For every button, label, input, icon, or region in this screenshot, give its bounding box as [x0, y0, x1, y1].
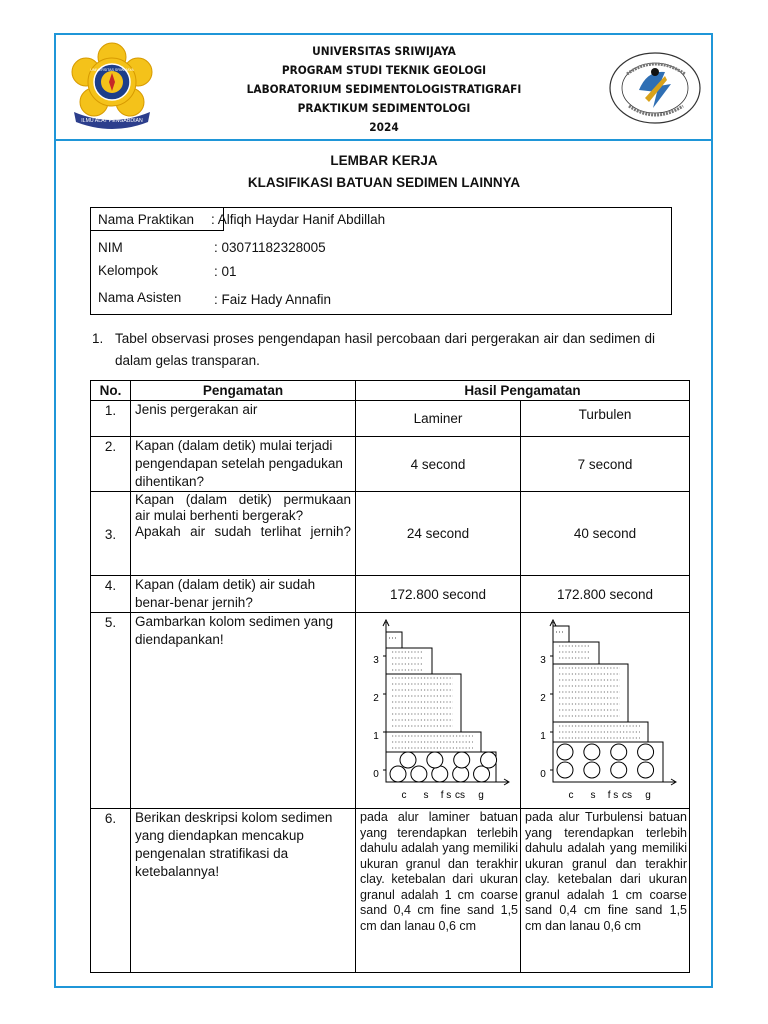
table-row	[91, 401, 690, 437]
layer-fine-sand	[553, 664, 628, 722]
laboratory-name: LABORATORIUM SEDIMENTOLOGISTRATIGRAFI	[246, 82, 522, 96]
laboratory-logo	[607, 50, 703, 126]
x-tick-label: g	[645, 790, 651, 801]
x-tick-label: f s	[607, 790, 619, 801]
header-separator	[54, 139, 713, 141]
observation-table	[90, 380, 690, 973]
document-title: LEMBAR KERJA	[330, 153, 438, 168]
table-row	[91, 613, 690, 809]
row-question: Kapan (dalam detik) air sudah benar-benar jernih?	[131, 576, 356, 613]
row-question: Gambarkan kolom sedimen yang diendapankan!	[131, 613, 356, 809]
table-row	[91, 576, 690, 613]
layer-clay	[386, 632, 402, 648]
group-label: Kelompok	[98, 263, 159, 278]
turbulen-result: 7 second	[521, 437, 690, 492]
laminer-result: Laminer	[356, 401, 521, 437]
row-number: 5.	[91, 613, 131, 809]
granule	[638, 744, 654, 760]
assistant-label: Nama Asisten	[98, 290, 182, 305]
name-label: Nama Praktikan	[98, 212, 195, 227]
header-no: No.	[91, 381, 131, 401]
granule	[454, 752, 470, 768]
table-row	[91, 492, 690, 576]
y-tick-label: 2	[373, 693, 379, 704]
laminer-sediment-column	[358, 614, 518, 804]
granule	[474, 766, 490, 782]
table-row	[91, 809, 690, 973]
laminer-result: 172.800 second	[356, 576, 521, 613]
row-question: Jenis pergerakan air	[131, 401, 356, 437]
laminer-result: 24 second	[356, 492, 521, 576]
study-program: PROGRAM STUDI TEKNIK GEOLOGI	[281, 63, 487, 77]
nim-value: : 03071182328005	[214, 240, 326, 255]
granule	[611, 762, 627, 778]
question-text: Tabel observasi proses pengendapan hasil percobaan dari pergerakan air dan sedimen di dalam gelas transparan.	[115, 331, 655, 368]
y-tick-label: 1	[540, 731, 546, 742]
turbulen-description: pada alur Turbulensi batuan yang terendapkan terlebih dahulu adalah yang memiliki ukuran granul dan terakhir clay. ketebalan dari ukuran granul adalah 1 cm coarse sand 0,4 cm fine sand 1,5 cm dan lanau 0,6 cm	[521, 809, 690, 973]
document-subtitle: KLASIFIKASI BATUAN SEDIMEN LAINNYA	[247, 175, 521, 190]
turbulen-sediment-column	[525, 614, 685, 804]
granule	[584, 744, 600, 760]
question-line: air mulai berhenti bergerak?	[135, 508, 304, 523]
x-tick-label: s	[590, 790, 596, 801]
year: 2024	[369, 120, 399, 134]
x-tick-label: cs	[455, 790, 465, 801]
y-tick-label: 0	[373, 769, 379, 780]
turbulen-result: Turbulen	[521, 401, 690, 437]
x-tick-label: s	[423, 790, 429, 801]
row-question: Kapan (dalam detik) mulai terjadi pengendapan setelah pengadukan dihentikan?	[131, 437, 356, 492]
y-tick-label: 2	[540, 693, 546, 704]
university-logo	[68, 42, 156, 130]
university-name: UNIVERSITAS SRIWIJAYA	[312, 44, 456, 58]
granule	[411, 766, 427, 782]
layer-lanau	[553, 642, 599, 664]
question-line: Kapan (dalam detik) permukaan	[135, 492, 351, 507]
x-tick-label: cs	[622, 790, 632, 801]
granule	[638, 762, 654, 778]
x-tick-label: g	[478, 790, 484, 801]
layer-clay	[553, 626, 569, 642]
laminer-description: pada alur laminer batuan yang terendapkan terlebih dahulu adalah yang memiliki ukuran granul dan terakhir clay. ketebalan dari ukuran granul adalah 1 cm coarse sand 0,4 cm fine sand 1,5 cm dan lanau 0,6 cm	[356, 809, 521, 973]
header-observation: Pengamatan	[131, 381, 356, 401]
turbulen-result: 40 second	[521, 492, 690, 576]
svg-text:ILMU ALAT PENGABDIAN: ILMU ALAT PENGABDIAN	[81, 118, 143, 124]
granule	[611, 744, 627, 760]
turbulen-column-cell	[521, 613, 690, 809]
granule	[400, 752, 416, 768]
row-number: 6.	[91, 809, 131, 973]
table-row	[91, 437, 690, 492]
laminer-result: 4 second	[356, 437, 521, 492]
row-number: 3.	[91, 492, 131, 576]
assistant-value: : Faiz Hady Annafin	[214, 292, 332, 307]
institution-header	[187, 42, 581, 137]
granule	[557, 744, 573, 760]
name-value: : Alfiqh Haydar Hanif Abdillah	[211, 212, 386, 227]
header-result: Hasil Pengamatan	[356, 381, 690, 401]
granule	[557, 762, 573, 778]
y-tick-label: 1	[373, 731, 379, 742]
y-tick-label: 3	[540, 655, 546, 666]
nim-label: NIM	[98, 240, 123, 255]
granule	[584, 762, 600, 778]
granule	[481, 752, 497, 768]
row-number: 2.	[91, 437, 131, 492]
row-question: Berikan deskripsi kolom sedimen yang diendapkan mencakup pengenalan stratifikasi da ketebalannya!	[131, 809, 356, 973]
x-tick-label: c	[568, 790, 574, 801]
turbulen-result: 172.800 second	[521, 576, 690, 613]
granule	[427, 752, 443, 768]
x-tick-label: f s	[440, 790, 452, 801]
row-number: 4.	[91, 576, 131, 613]
practicum-name: PRAKTIKUM SEDIMENTOLOGI	[297, 101, 471, 115]
row-question	[131, 492, 356, 576]
y-tick-label: 3	[373, 655, 379, 666]
laminer-column-cell	[356, 613, 521, 809]
layer-fine-sand	[386, 674, 461, 732]
group-value: : 01	[214, 264, 237, 279]
question-line: Apakah air sudah terlihat jernih?	[135, 524, 351, 539]
table-header-row	[91, 381, 690, 401]
x-tick-label: c	[401, 790, 407, 801]
svg-text:UNIVERSITAS SRIWIJAYA: UNIVERSITAS SRIWIJAYA	[90, 68, 134, 72]
row-number: 1.	[91, 401, 131, 437]
granule	[390, 766, 406, 782]
question-number: 1.	[92, 331, 104, 346]
y-tick-label: 0	[540, 769, 546, 780]
